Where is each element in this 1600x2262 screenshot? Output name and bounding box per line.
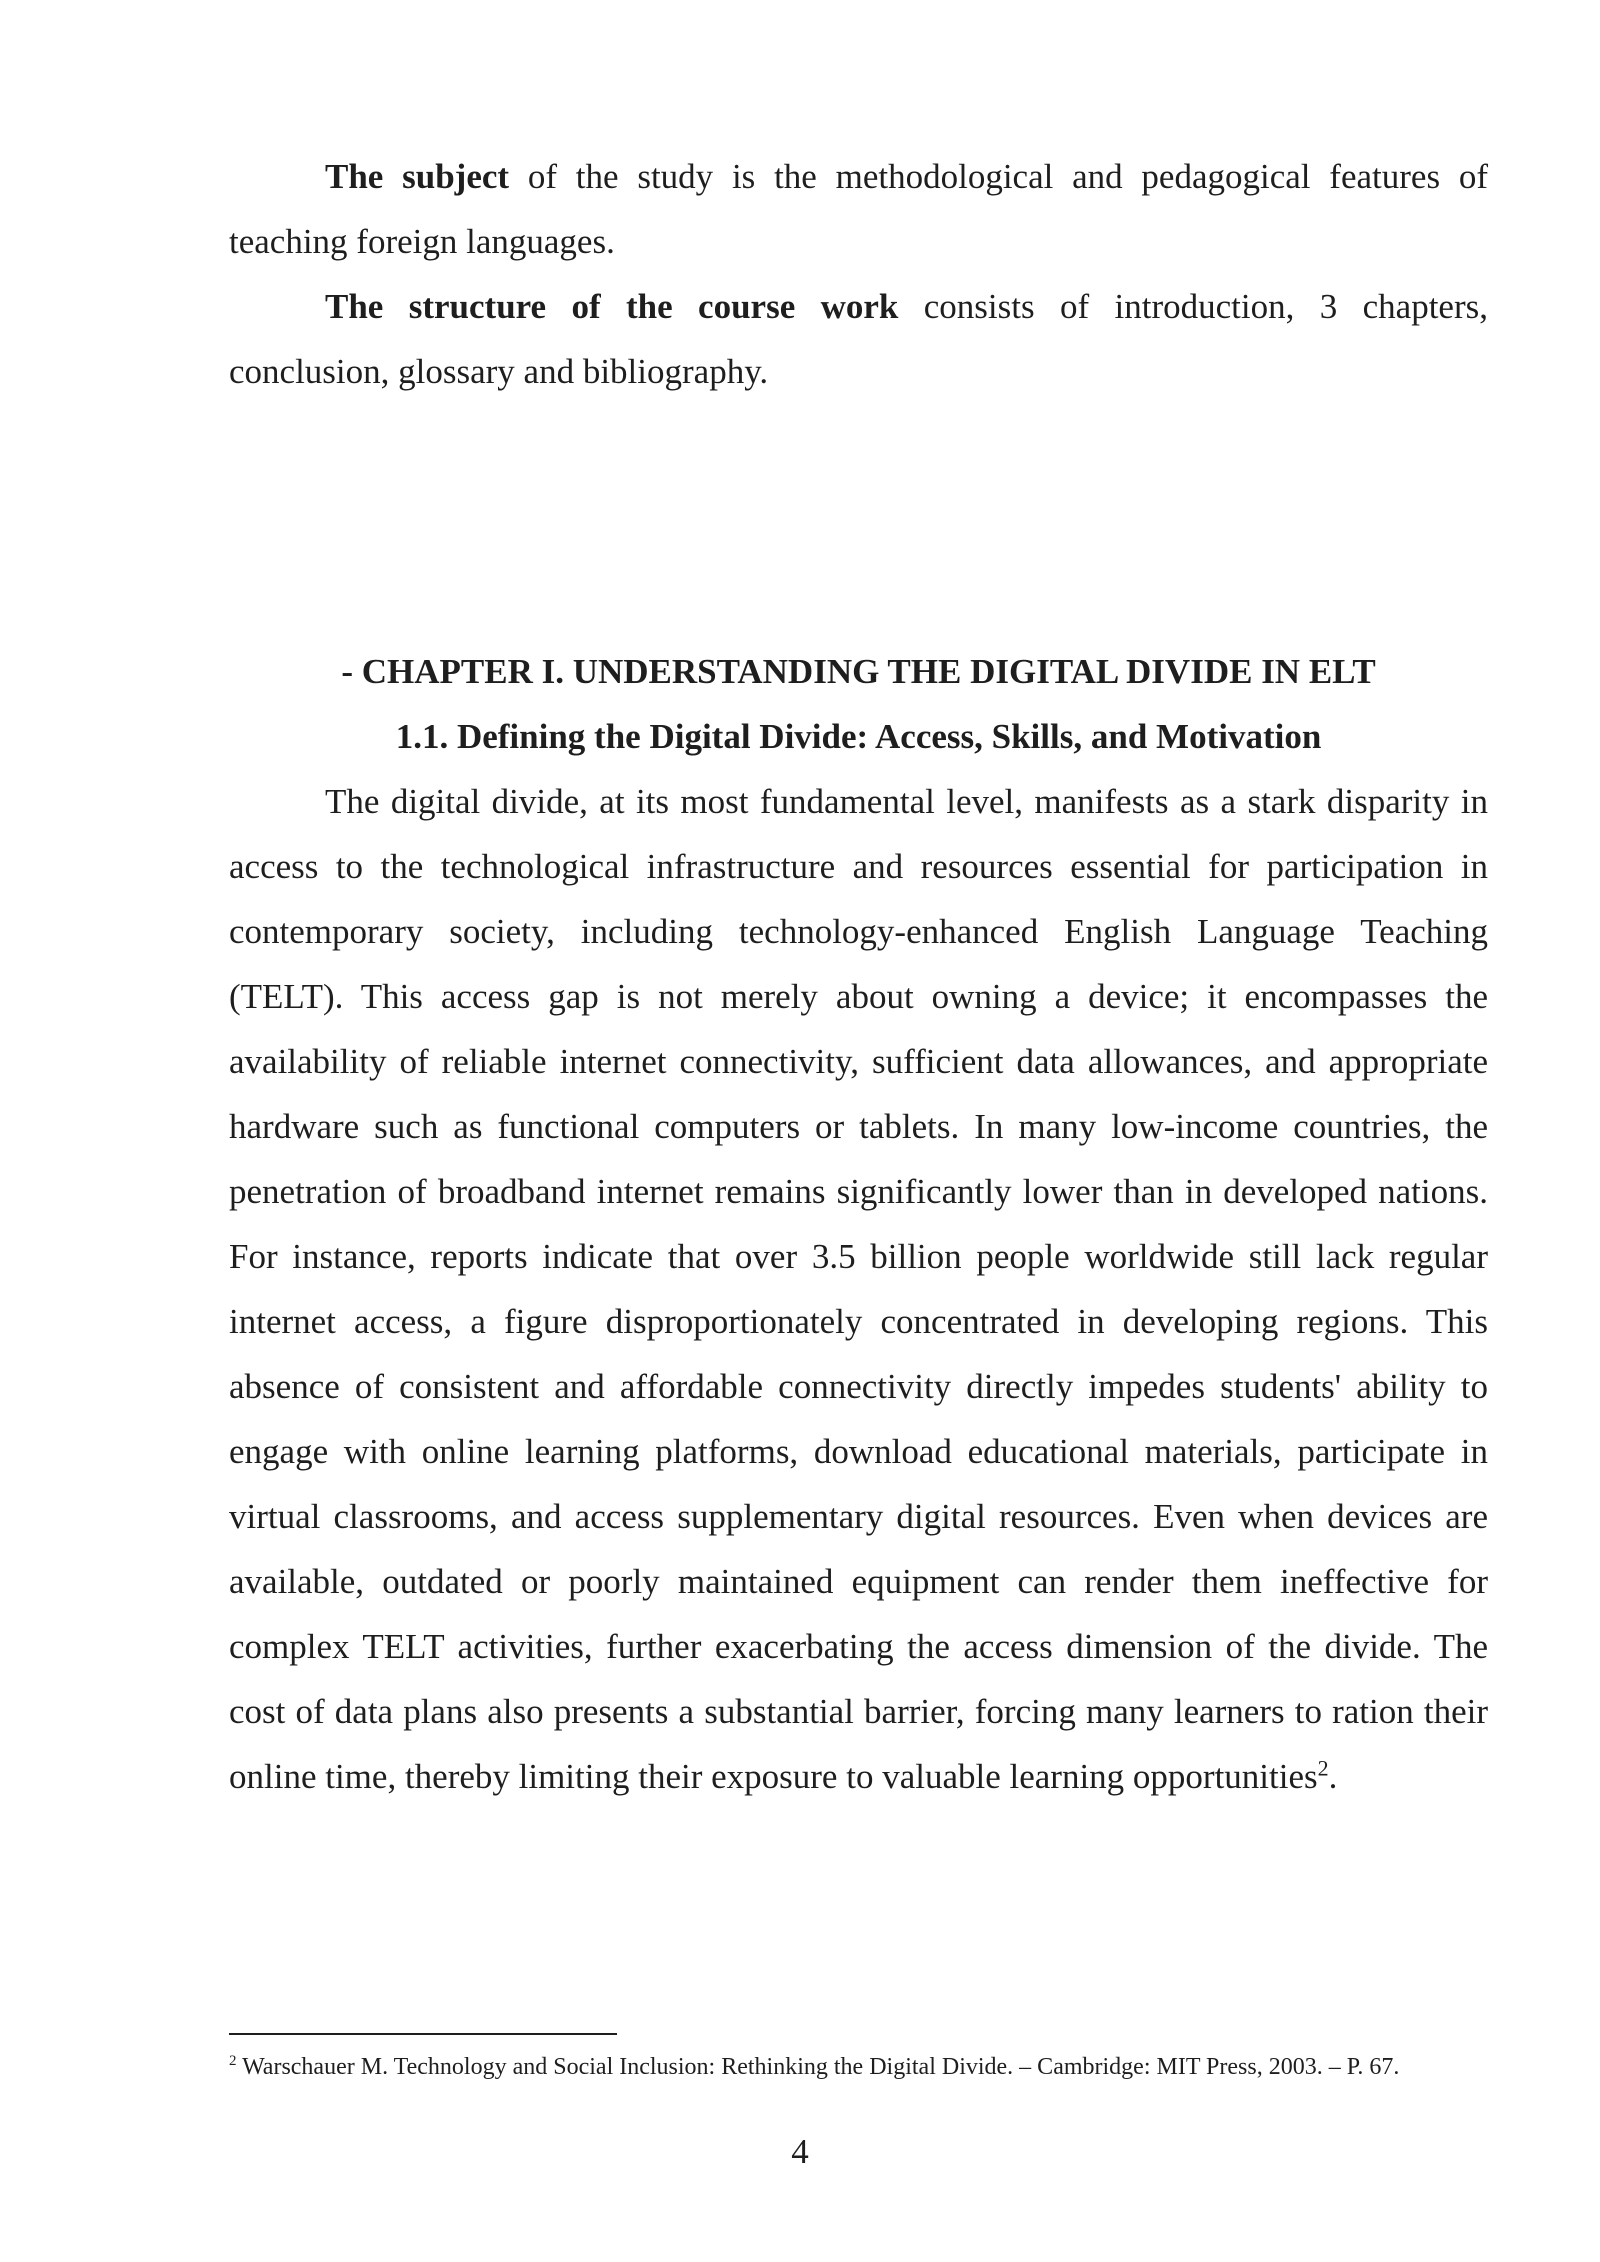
footnote-reference[interactable]: 2: [1317, 1755, 1329, 1781]
chapter-title: - CHAPTER I. UNDERSTANDING THE DIGITAL DIVIDE IN ELT: [341, 652, 1376, 691]
subject-lead: The subject: [325, 157, 510, 196]
chapter-spacer: [229, 404, 1488, 639]
section-title: 1.1. Defining the Digital Divide: Access, Skills, and Motivation: [395, 717, 1322, 756]
page-number: 4: [791, 2132, 809, 2171]
footnote: [229, 2050, 1488, 2084]
page-body: [229, 144, 1488, 1809]
body-text: The digital divide, at its most fundamental level, manifests as a stark disparity in access to the technological infrastructure and resources essential for participation in contemporary society, including technology-enhanced English Language Teaching (TELT). This access gap is not merely about owning a device; it encompasses the availability of reliable internet connectivity, sufficient data allowances, and appropriate hardware such as functional computers or tablets. In many low-income countries, the penetration of broadband internet remains significantly lower than in developed nations. For instance, reports indicate that over 3.5 billion people worldwide still lack regular internet access, a figure disproportionately concentrated in developing regions. This absence of consistent and affordable connectivity directly impedes students' ability to engage with online learning platforms, download educational materials, participate in virtual classrooms, and access supplementary digital resources. Even when devices are available, outdated or poorly maintained equipment can render them ineffective for complex TELT activities, further exacerbating the access dimension of the divide. The cost of data plans also presents a substantial barrier, forcing many learners to ration their online time, thereby limiting their exposure to valuable learning opportunities: [229, 782, 1488, 1796]
subject-paragraph: [229, 144, 1488, 274]
footnote-separator: [229, 2033, 617, 2035]
body-end: .: [1328, 1757, 1338, 1796]
subject-text: of the study is the methodological and pedagogical features of teaching foreign languages.: [229, 157, 1488, 261]
footnote-marker: 2: [229, 2053, 237, 2069]
footnote-text: Warschauer M. Technology and Social Inclusion: Rethinking the Digital Divide. – Cambridge: MIT Press, 2003. – P. 67.: [236, 2054, 1400, 2080]
structure-text: consists of introduction, 3 chapters, conclusion, glossary and bibliography.: [229, 287, 1488, 391]
structure-lead: The structure of the course work: [325, 287, 899, 326]
body-paragraph: [229, 769, 1488, 1809]
structure-paragraph: [229, 274, 1488, 404]
